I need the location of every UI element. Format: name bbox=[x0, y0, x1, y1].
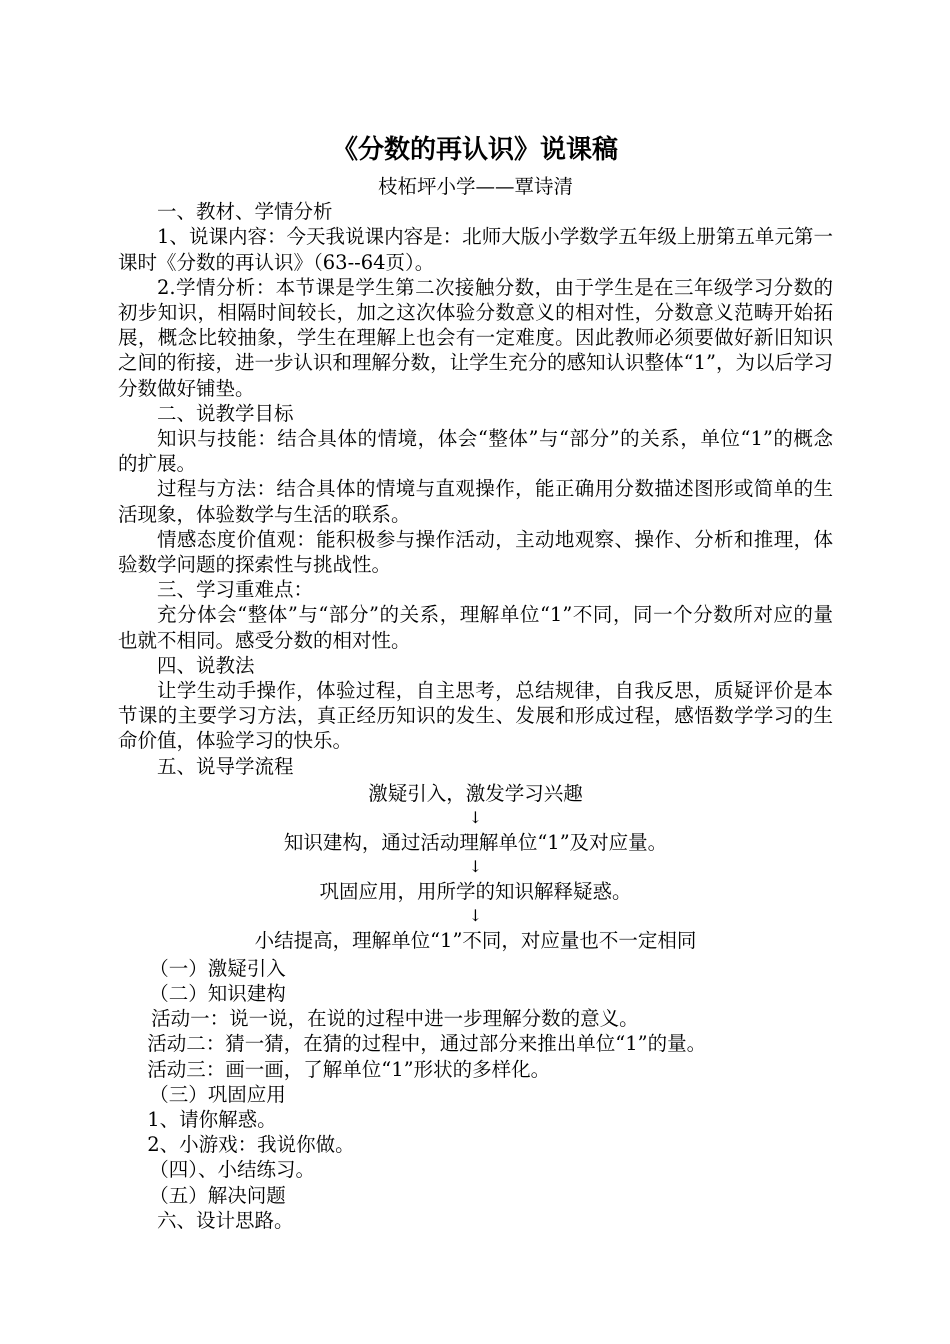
paragraph-process-methods: 过程与方法：结合具体的情境与直观操作，能正确用分数描述图形或简单的生活现象，体验数学与生活的联系。 bbox=[118, 477, 833, 526]
author-line: 枝柘坪小学——覃诗清 bbox=[377, 175, 573, 198]
flow-step-2: 知识建构，通过活动理解单位“1”及对应量。 bbox=[283, 831, 668, 855]
list-item-2: 2、小游戏：我说你做。 bbox=[147, 1133, 355, 1157]
paragraph-teaching-method: 让学生动手操作，体验过程，自主思考，总结规律，自我反思，质疑评价是本节课的主要学习方法，真正经历知识的发生、发展和形成过程，感悟数学学习的生命价值，体验学习的快乐。 bbox=[118, 679, 833, 753]
activity-3: 活动三：画一画，了解单位“1”形状的多样化。 bbox=[147, 1057, 551, 1081]
paragraph-knowledge-skills: 知识与技能：结合具体的情境，体会“整体”与“部分”的关系，单位“1”的概念的扩展。 bbox=[118, 427, 833, 476]
flow-step-4: 小结提高，理解单位“1”不同，对应量也不一定相同 bbox=[254, 929, 697, 953]
subsection-3: （三）巩固应用 bbox=[149, 1082, 286, 1106]
paragraph-attitudes-values: 情感态度价值观：能积极参与操作活动，主动地观察、操作、分析和推理，体验数学问题的探索性与挑战性。 bbox=[118, 527, 833, 577]
activity-1: 活动一：说一说，在说的过程中进一步理解分数的意义。 bbox=[151, 1007, 639, 1031]
down-arrow-icon: ↓ bbox=[468, 906, 483, 926]
section-heading-2: 二、说教学目标 bbox=[157, 401, 294, 425]
list-item-1: 1、请你解惑。 bbox=[147, 1107, 277, 1131]
section-heading-5: 五、说导学流程 bbox=[157, 754, 294, 778]
section-heading-1: 一、教材、学情分析 bbox=[157, 200, 333, 224]
paragraph-learner-analysis: 2.学情分析：本节课是学生第二次接触分数，由于学生是在三年级学习分数的初步知识，相隔时间较长，加之这次体验分数意义的相对性，分数意义范畴开始拓展，概念比较抽象，学生在理解上也会有一定难度。因此教师必须要做好新旧知识之间的衔接，进一步认识和理解分数，让学生充分的感知认识整体“1”，为以后学习分数做好铺垫。 bbox=[118, 275, 833, 400]
flow-step-3: 巩固应用，用所学的知识解释疑惑。 bbox=[319, 880, 632, 904]
down-arrow-icon: ↓ bbox=[468, 808, 483, 828]
document-body bbox=[118, 174, 833, 1233]
subsection-1: （一）激疑引入 bbox=[149, 956, 286, 980]
flow-diagram bbox=[118, 781, 833, 954]
section-heading-6: 六、设计思路。 bbox=[157, 1208, 294, 1232]
subsection-2: （二）知识建构 bbox=[149, 981, 286, 1005]
section-heading-4: 四、说教法 bbox=[157, 653, 255, 677]
subsection-5: （五）解决问题 bbox=[149, 1183, 286, 1207]
paragraph-lesson-content: 1、说课内容：今天我说课内容是：北师大版小学数学五年级上册第五单元第一课时《分数的再认识》（63--64页）。 bbox=[118, 225, 833, 274]
section-heading-3: 三、学习重难点： bbox=[157, 578, 314, 602]
paragraph-key-points: 充分体会“整体”与“部分”的关系，理解单位“1”不同，同一个分数所对应的量也就不相同。感受分数的相对性。 bbox=[118, 603, 833, 652]
document-title: 《分数的再认识》说课稿 bbox=[331, 135, 618, 165]
down-arrow-icon: ↓ bbox=[468, 857, 483, 877]
subsection-4: （四）、小结练习。 bbox=[149, 1158, 315, 1182]
activity-2: 活动二：猜一猜，在猜的过程中，通过部分来推出单位“1”的量。 bbox=[147, 1032, 707, 1056]
flow-step-1: 激疑引入，激发学习兴趣 bbox=[368, 781, 583, 805]
